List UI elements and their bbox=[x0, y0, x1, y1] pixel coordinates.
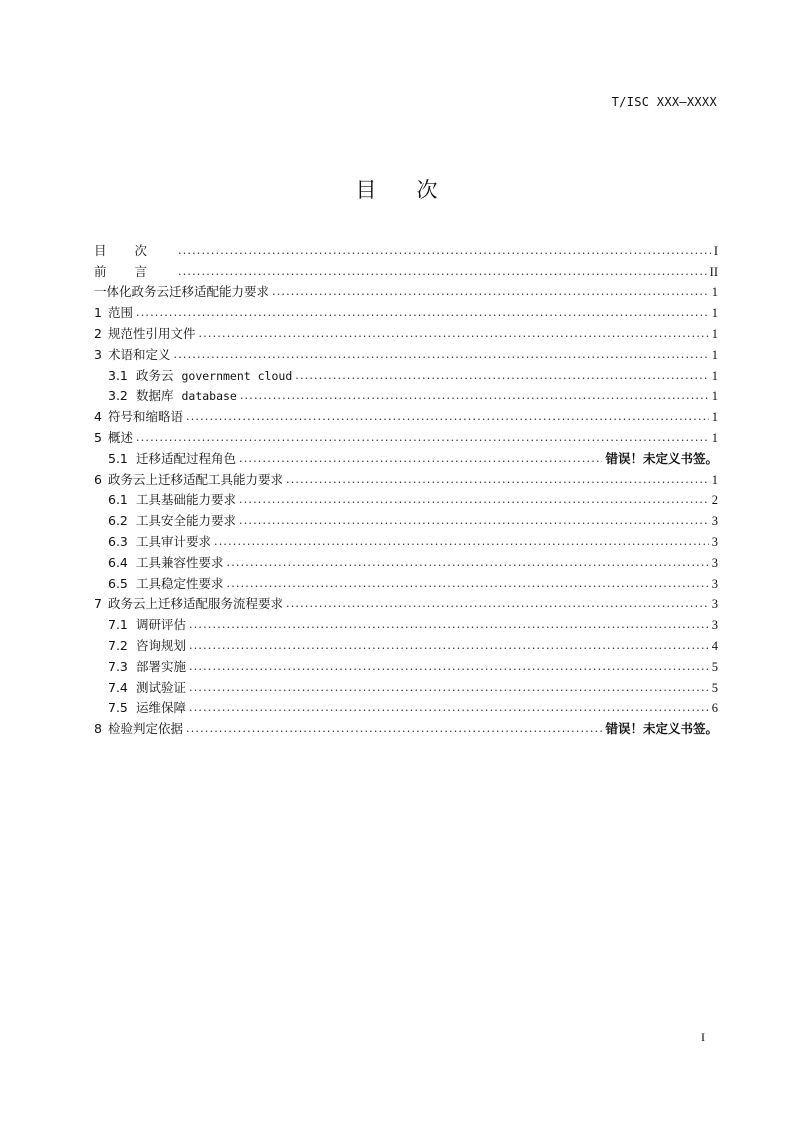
toc-dot-leader bbox=[186, 722, 602, 736]
toc-entry[interactable] bbox=[94, 424, 718, 445]
toc-entry[interactable] bbox=[94, 695, 718, 716]
toc-entry-page: 1 bbox=[711, 306, 718, 321]
toc-dot-leader bbox=[239, 493, 709, 507]
toc-entry-number: 7.2 bbox=[108, 637, 128, 653]
toc-entry-label bbox=[136, 681, 186, 695]
toc-entry[interactable] bbox=[94, 237, 718, 258]
toc-entry-label bbox=[136, 452, 236, 466]
toc-entry-title: 政务云上迁移适配服务流程要求 bbox=[108, 596, 284, 612]
toc-entry-number: 3.2 bbox=[108, 388, 128, 404]
toc-entry[interactable] bbox=[94, 341, 718, 362]
toc-entry-label bbox=[136, 556, 224, 570]
toc-entry-english-term: government cloud bbox=[181, 368, 293, 383]
footer-page-number: I bbox=[701, 1030, 705, 1044]
toc-entry-label bbox=[136, 660, 186, 674]
toc-entry[interactable] bbox=[94, 528, 718, 549]
toc-entry-page: II bbox=[709, 264, 718, 279]
toc-entry-page: 1 bbox=[711, 472, 718, 487]
toc-entry-number: 4 bbox=[94, 409, 102, 425]
toc-dot-leader bbox=[239, 514, 709, 528]
toc-dot-leader bbox=[136, 306, 709, 320]
toc-entry-page: 5 bbox=[711, 680, 718, 695]
toc-entry-page: 1 bbox=[711, 285, 718, 300]
toc-entry-number: 6 bbox=[94, 471, 102, 487]
toc-dot-leader bbox=[189, 618, 709, 632]
toc-entry-number: 3.1 bbox=[108, 367, 128, 383]
toc-entry-page: 3 bbox=[711, 555, 718, 570]
toc-entry-number: 5.1 bbox=[108, 450, 128, 466]
toc-entry-page: 3 bbox=[711, 534, 718, 549]
toc-entry-title: 咨询规划 bbox=[136, 637, 187, 653]
toc-entry-number: 6.4 bbox=[108, 554, 128, 570]
toc-entry-page: 1 bbox=[711, 347, 718, 362]
toc-entry-label bbox=[108, 306, 133, 320]
toc-entry-error-text: 错误！未定义书签。 bbox=[605, 721, 718, 737]
toc-dot-leader bbox=[189, 701, 709, 715]
toc-dot-leader bbox=[189, 639, 709, 653]
toc-entry-number: 7 bbox=[94, 596, 102, 612]
toc-entry-page: 1 bbox=[711, 410, 718, 425]
table-of-contents bbox=[94, 237, 718, 736]
toc-entry-number: 1 bbox=[94, 305, 102, 321]
toc-entry-title: 部署实施 bbox=[136, 658, 187, 674]
toc-entry-label bbox=[94, 244, 175, 258]
toc-entry-title: 符号和缩略语 bbox=[108, 409, 184, 425]
toc-entry-title: 规范性引用文件 bbox=[108, 325, 196, 341]
toc-entry[interactable] bbox=[94, 591, 718, 612]
toc-dot-leader bbox=[189, 660, 709, 674]
toc-entry-number: 7.5 bbox=[108, 700, 128, 716]
toc-entry[interactable] bbox=[94, 507, 718, 528]
toc-entry-label bbox=[136, 618, 186, 632]
toc-entry-number: 7.1 bbox=[108, 617, 128, 633]
toc-entry-page: 3 bbox=[711, 597, 718, 612]
toc-entry-title: 工具兼容性要求 bbox=[136, 554, 224, 570]
toc-entry-title: 工具基础能力要求 bbox=[136, 492, 237, 508]
toc-dot-leader bbox=[239, 452, 602, 466]
toc-entry[interactable] bbox=[94, 403, 718, 424]
toc-entry-label bbox=[136, 389, 237, 403]
toc-entry-label bbox=[94, 265, 175, 279]
toc-entry-page: 1 bbox=[711, 326, 718, 341]
toc-entry[interactable] bbox=[94, 258, 718, 279]
toc-dot-leader bbox=[189, 681, 709, 695]
toc-entry-number: 6.2 bbox=[108, 513, 128, 529]
toc-entry-english-term: database bbox=[181, 389, 237, 404]
toc-entry-label bbox=[108, 431, 133, 445]
toc-entry-title: 迁移适配过程角色 bbox=[136, 450, 237, 466]
toc-entry-number: 8 bbox=[94, 721, 102, 737]
toc-entry-title: 前言 bbox=[94, 263, 176, 279]
toc-entry-title: 数据库 bbox=[136, 388, 174, 404]
toc-entry[interactable] bbox=[94, 279, 718, 300]
toc-entry-page: I bbox=[713, 243, 718, 258]
toc-entry-number: 7.4 bbox=[108, 679, 128, 695]
toc-entry-number: 5 bbox=[94, 429, 102, 445]
toc-entry-title: 运维保障 bbox=[136, 700, 187, 716]
toc-dot-leader bbox=[174, 348, 709, 362]
toc-entry-title: 政务云 bbox=[136, 367, 174, 383]
toc-entry[interactable] bbox=[94, 383, 718, 404]
toc-dot-leader bbox=[178, 244, 711, 258]
toc-entry[interactable] bbox=[94, 320, 718, 341]
toc-entry-title: 工具审计要求 bbox=[136, 533, 212, 549]
toc-dot-leader bbox=[178, 265, 707, 279]
title-char-1: 目 bbox=[355, 178, 377, 202]
toc-entry-label bbox=[108, 597, 283, 611]
title-char-2: 次 bbox=[416, 178, 438, 202]
toc-entry-label bbox=[136, 701, 186, 715]
toc-entry-title: 范围 bbox=[108, 305, 134, 321]
toc-entry-title: 术语和定义 bbox=[108, 346, 171, 362]
toc-entry-page: 3 bbox=[711, 576, 718, 591]
toc-entry-label bbox=[108, 348, 171, 362]
toc-entry-label bbox=[108, 722, 183, 736]
toc-entry[interactable] bbox=[94, 487, 718, 508]
toc-entry-label bbox=[136, 535, 211, 549]
toc-dot-leader bbox=[214, 535, 709, 549]
page-title bbox=[0, 174, 793, 204]
toc-entry[interactable] bbox=[94, 445, 718, 466]
toc-entry-page: 1 bbox=[711, 368, 718, 383]
toc-entry[interactable] bbox=[94, 674, 718, 695]
toc-entry[interactable] bbox=[94, 549, 718, 570]
toc-entry-error-text: 错误！未定义书签。 bbox=[605, 450, 718, 466]
toc-entry-title: 工具稳定性要求 bbox=[136, 575, 224, 591]
toc-entry[interactable] bbox=[94, 299, 718, 320]
toc-entry-label bbox=[136, 639, 186, 653]
toc-dot-leader bbox=[286, 473, 709, 487]
toc-entry-label bbox=[108, 473, 283, 487]
toc-entry-label bbox=[136, 514, 236, 528]
toc-entry-number: 6.1 bbox=[108, 492, 128, 508]
toc-dot-leader bbox=[136, 431, 709, 445]
toc-entry-title: 工具安全能力要求 bbox=[136, 513, 237, 529]
toc-entry-title: 检验判定依据 bbox=[108, 721, 184, 737]
toc-dot-leader bbox=[227, 556, 709, 570]
toc-entry-title: 概述 bbox=[108, 429, 134, 445]
toc-entry[interactable] bbox=[94, 466, 718, 487]
toc-entry-page: 6 bbox=[711, 701, 718, 716]
toc-dot-leader bbox=[186, 410, 709, 424]
toc-entry-label bbox=[136, 577, 224, 591]
toc-entry[interactable] bbox=[94, 362, 718, 383]
toc-dot-leader bbox=[286, 597, 709, 611]
toc-dot-leader bbox=[272, 285, 709, 299]
toc-entry-title: 测试验证 bbox=[136, 679, 187, 695]
toc-dot-leader bbox=[227, 577, 709, 591]
toc-entry-number: 3 bbox=[94, 346, 102, 362]
toc-entry-title: 调研评估 bbox=[136, 617, 187, 633]
toc-entry-number: 6.3 bbox=[108, 533, 128, 549]
toc-entry-page: 1 bbox=[711, 389, 718, 404]
toc-entry-page: 5 bbox=[711, 659, 718, 674]
toc-entry-page: 4 bbox=[711, 638, 718, 653]
toc-entry-title: 政务云上迁移适配工具能力要求 bbox=[108, 471, 284, 487]
toc-dot-leader bbox=[199, 327, 709, 341]
toc-entry-label bbox=[108, 327, 196, 341]
toc-entry-number: 6.5 bbox=[108, 575, 128, 591]
toc-entry-label bbox=[94, 285, 269, 299]
toc-dot-leader bbox=[295, 369, 709, 383]
document-code: T/ISC XXX—XXXX bbox=[611, 95, 717, 109]
toc-entry-label bbox=[108, 410, 183, 424]
toc-entry-label bbox=[136, 369, 292, 383]
toc-entry-page: 3 bbox=[711, 514, 718, 529]
toc-entry[interactable] bbox=[94, 611, 718, 632]
toc-dot-leader bbox=[240, 389, 709, 403]
toc-entry[interactable] bbox=[94, 715, 718, 736]
toc-entry[interactable] bbox=[94, 570, 718, 591]
toc-entry-title: 目次 bbox=[94, 242, 176, 258]
toc-entry-page: 1 bbox=[711, 430, 718, 445]
toc-entry-title: 一体化政务云迁移适配能力要求 bbox=[94, 284, 270, 300]
toc-entry-number: 7.3 bbox=[108, 658, 128, 674]
toc-entry-page: 2 bbox=[711, 493, 718, 508]
toc-entry[interactable] bbox=[94, 632, 718, 653]
toc-entry-label bbox=[136, 493, 236, 507]
toc-entry-page: 3 bbox=[711, 618, 718, 633]
toc-entry[interactable] bbox=[94, 653, 718, 674]
toc-entry-number: 2 bbox=[94, 325, 102, 341]
